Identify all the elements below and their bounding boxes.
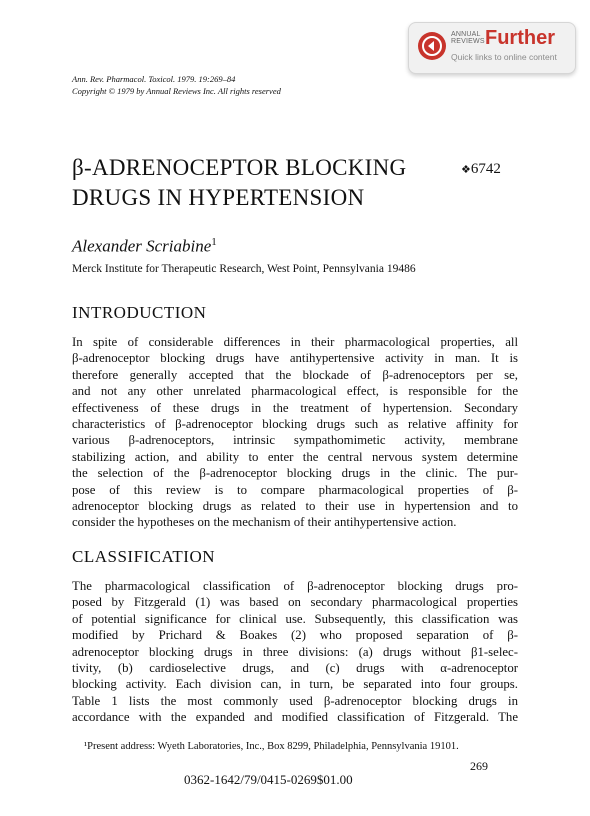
- text-line: and not any other unrelated pharmacological effect, is responsible for the: [72, 384, 518, 399]
- text-line: posed by Fitzgerald (1) was based on secondary pharmacological properties: [72, 595, 518, 610]
- badge-annual-label: ANNUAL: [451, 31, 481, 38]
- copyright-notice: Copyright © 1979 by Annual Reviews Inc. All rights reserved: [72, 86, 281, 96]
- article-code-number: 6742: [470, 161, 501, 177]
- author-name: [72, 232, 217, 257]
- article-title-line-1: β-ADRENOCEPTOR BLOCKING: [72, 155, 407, 180]
- text-line: various β-adrenoceptors, intrinsic sympathomimetic activity, membrane: [72, 433, 518, 448]
- author-name-text: Alexander Scriabine: [72, 236, 212, 256]
- text-line: pose of this review is to compare pharmacological properties of β-: [72, 482, 518, 497]
- article-code: [461, 160, 501, 179]
- text-line: adrenoceptor blocking drugs in three divisions: (a) drugs without β1-selec-: [72, 644, 518, 659]
- text-line: therefore generally accepted that the blockade of β-adrenoceptors per se,: [72, 367, 518, 382]
- text-line: stabilizing action, and ability to enter the central nervous system determine: [72, 449, 518, 464]
- article-title-line-2: DRUGS IN HYPERTENSION: [72, 185, 365, 210]
- text-line: modified by Prichard & Boakes (2) who proposed separation of β-: [72, 628, 518, 643]
- text-line: characteristics of β-adrenoceptor blocking drugs such as relative affinity for: [72, 416, 518, 431]
- text-line: blocking activity. Each division can, in turn, be separated into four groups.: [72, 677, 518, 692]
- text-line: the selection of the β-adrenoceptor blocking drugs in the clinic. The pur-: [72, 466, 518, 481]
- text-line: In spite of considerable differences in their pharmacological properties, all: [72, 335, 518, 349]
- badge-further-label: Further: [485, 27, 555, 49]
- text-line: Table 1 lists the most commonly used β-adrenoceptor blocking drugs in: [72, 693, 518, 708]
- author-footnote-mark: 1: [211, 236, 217, 248]
- section-heading-classification: CLASSIFICATION: [72, 547, 216, 566]
- footnote: ¹Present address: Wyeth Laboratories, Inc., Box 8299, Philadelphia, Pennsylvania 19101.: [84, 741, 459, 752]
- introduction-paragraph: [72, 334, 518, 531]
- annual-reviews-further-badge[interactable]: [408, 22, 576, 74]
- article-title: [72, 153, 432, 213]
- text-line: β-adrenoceptor blocking drugs have antihypertensive activity in man. It is: [72, 351, 518, 366]
- issn-code: 0362-1642/79/0415-0269$01.00: [184, 772, 353, 787]
- text-line: adrenoceptor blocking drugs as related to their use in hypertension and to: [72, 498, 518, 513]
- text-line: consider the hypotheses on the mechanism of their antihypertensive action.: [72, 515, 457, 530]
- text-line: accordance with the expanded and modified classification of Fitzgerald. The: [72, 710, 518, 725]
- diamond-ornament-icon: ❖: [461, 164, 471, 176]
- classification-paragraph: [72, 578, 518, 726]
- journal-reference: Ann. Rev. Pharmacol. Toxicol. 1979. 19:269–84: [72, 74, 236, 84]
- text-line: The pharmacological classification of β-adrenoceptor blocking drugs pro-: [72, 579, 518, 593]
- page-number: 269: [470, 759, 488, 773]
- section-heading-introduction: INTRODUCTION: [72, 303, 207, 322]
- author-affiliation: Merck Institute for Therapeutic Research, West Point, Pennsylvania 19486: [72, 263, 416, 275]
- badge-reviews-label: REVIEWS: [451, 38, 485, 45]
- text-line: effectiveness of these drugs in the treatment of hypertension. Secondary: [72, 400, 518, 415]
- play-circle-icon: [418, 32, 446, 60]
- badge-subtitle: Quick links to online content: [451, 52, 557, 62]
- text-line: tivity, (b) cardioselective drugs, and (c) drugs with α-adrenoceptor: [72, 660, 518, 675]
- text-line: of potential significance for clinical use. Subsequently, this classification was: [72, 611, 518, 626]
